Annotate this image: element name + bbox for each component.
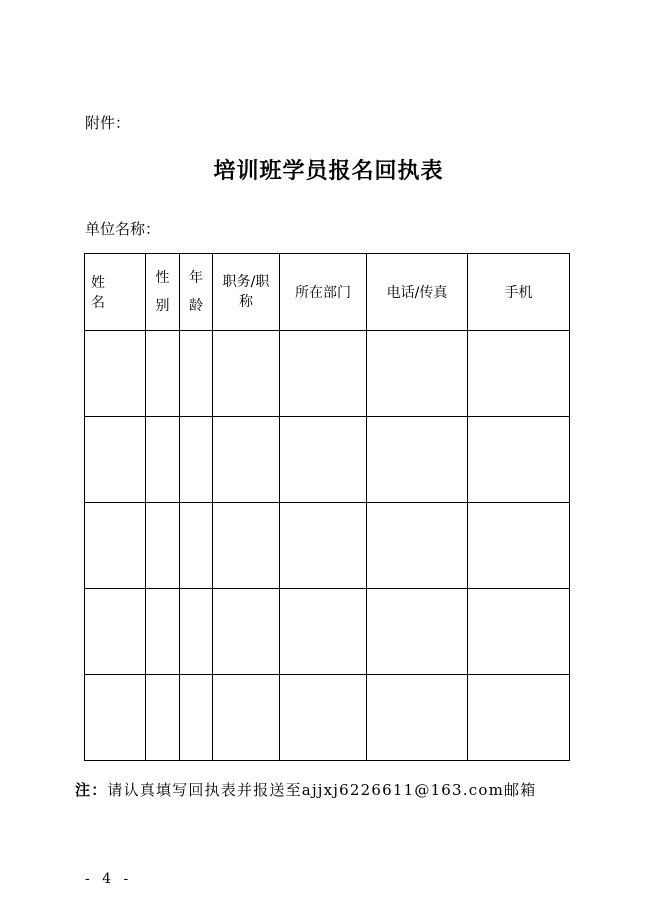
cell-phone-fax[interactable] xyxy=(367,417,468,503)
header-mobile: 手机 xyxy=(468,254,570,331)
cell-position[interactable] xyxy=(213,331,280,417)
cell-age[interactable] xyxy=(180,503,213,589)
header-department: 所在部门 xyxy=(280,254,367,331)
cell-position[interactable] xyxy=(213,675,280,761)
header-phone-fax: 电话/传真 xyxy=(367,254,468,331)
cell-age[interactable] xyxy=(180,675,213,761)
cell-name[interactable] xyxy=(85,503,146,589)
header-gender-line1: 性 xyxy=(155,270,170,286)
table-body xyxy=(85,331,570,761)
cell-gender[interactable] xyxy=(146,417,180,503)
cell-position[interactable] xyxy=(213,417,280,503)
table-row xyxy=(85,503,570,589)
footnote-label: 注： xyxy=(75,781,108,799)
page-number: - 4 - xyxy=(85,871,133,887)
cell-gender[interactable] xyxy=(146,589,180,675)
attachment-label: 附件： xyxy=(85,114,131,132)
cell-mobile[interactable] xyxy=(468,589,570,675)
table-header-row xyxy=(85,254,570,331)
cell-name[interactable] xyxy=(85,589,146,675)
cell-position[interactable] xyxy=(213,589,280,675)
footnote xyxy=(75,779,536,801)
cell-position[interactable] xyxy=(213,503,280,589)
header-name: 姓 名 xyxy=(85,254,146,331)
registration-table xyxy=(84,253,570,761)
table-row xyxy=(85,331,570,417)
header-age xyxy=(180,254,213,331)
cell-department[interactable] xyxy=(280,675,367,761)
cell-gender[interactable] xyxy=(146,331,180,417)
cell-name[interactable] xyxy=(85,417,146,503)
cell-mobile[interactable] xyxy=(468,503,570,589)
cell-name[interactable] xyxy=(85,331,146,417)
page-title: 培训班学员报名回执表 xyxy=(213,159,444,184)
table-row xyxy=(85,589,570,675)
org-name-label: 单位名称： xyxy=(85,220,161,238)
cell-department[interactable] xyxy=(280,417,367,503)
cell-gender[interactable] xyxy=(146,675,180,761)
cell-department[interactable] xyxy=(280,589,367,675)
table-row xyxy=(85,675,570,761)
cell-department[interactable] xyxy=(280,331,367,417)
cell-name[interactable] xyxy=(85,675,146,761)
table-row xyxy=(85,417,570,503)
cell-age[interactable] xyxy=(180,417,213,503)
header-age-line2: 龄 xyxy=(189,298,203,314)
header-gender-line2: 别 xyxy=(155,298,170,314)
cell-mobile[interactable] xyxy=(468,417,570,503)
cell-phone-fax[interactable] xyxy=(367,503,468,589)
cell-phone-fax[interactable] xyxy=(367,675,468,761)
cell-phone-fax[interactable] xyxy=(367,589,468,675)
cell-age[interactable] xyxy=(180,589,213,675)
cell-mobile[interactable] xyxy=(468,331,570,417)
header-position: 职务/职称 xyxy=(213,254,280,331)
cell-age[interactable] xyxy=(180,331,213,417)
cell-mobile[interactable] xyxy=(468,675,570,761)
cell-department[interactable] xyxy=(280,503,367,589)
header-gender xyxy=(146,254,180,331)
footnote-text: 请认真填写回执表并报送至ajjxj6226611@163.com邮箱 xyxy=(107,781,537,799)
cell-gender[interactable] xyxy=(146,503,180,589)
cell-phone-fax[interactable] xyxy=(367,331,468,417)
header-age-line1: 年 xyxy=(189,270,203,286)
